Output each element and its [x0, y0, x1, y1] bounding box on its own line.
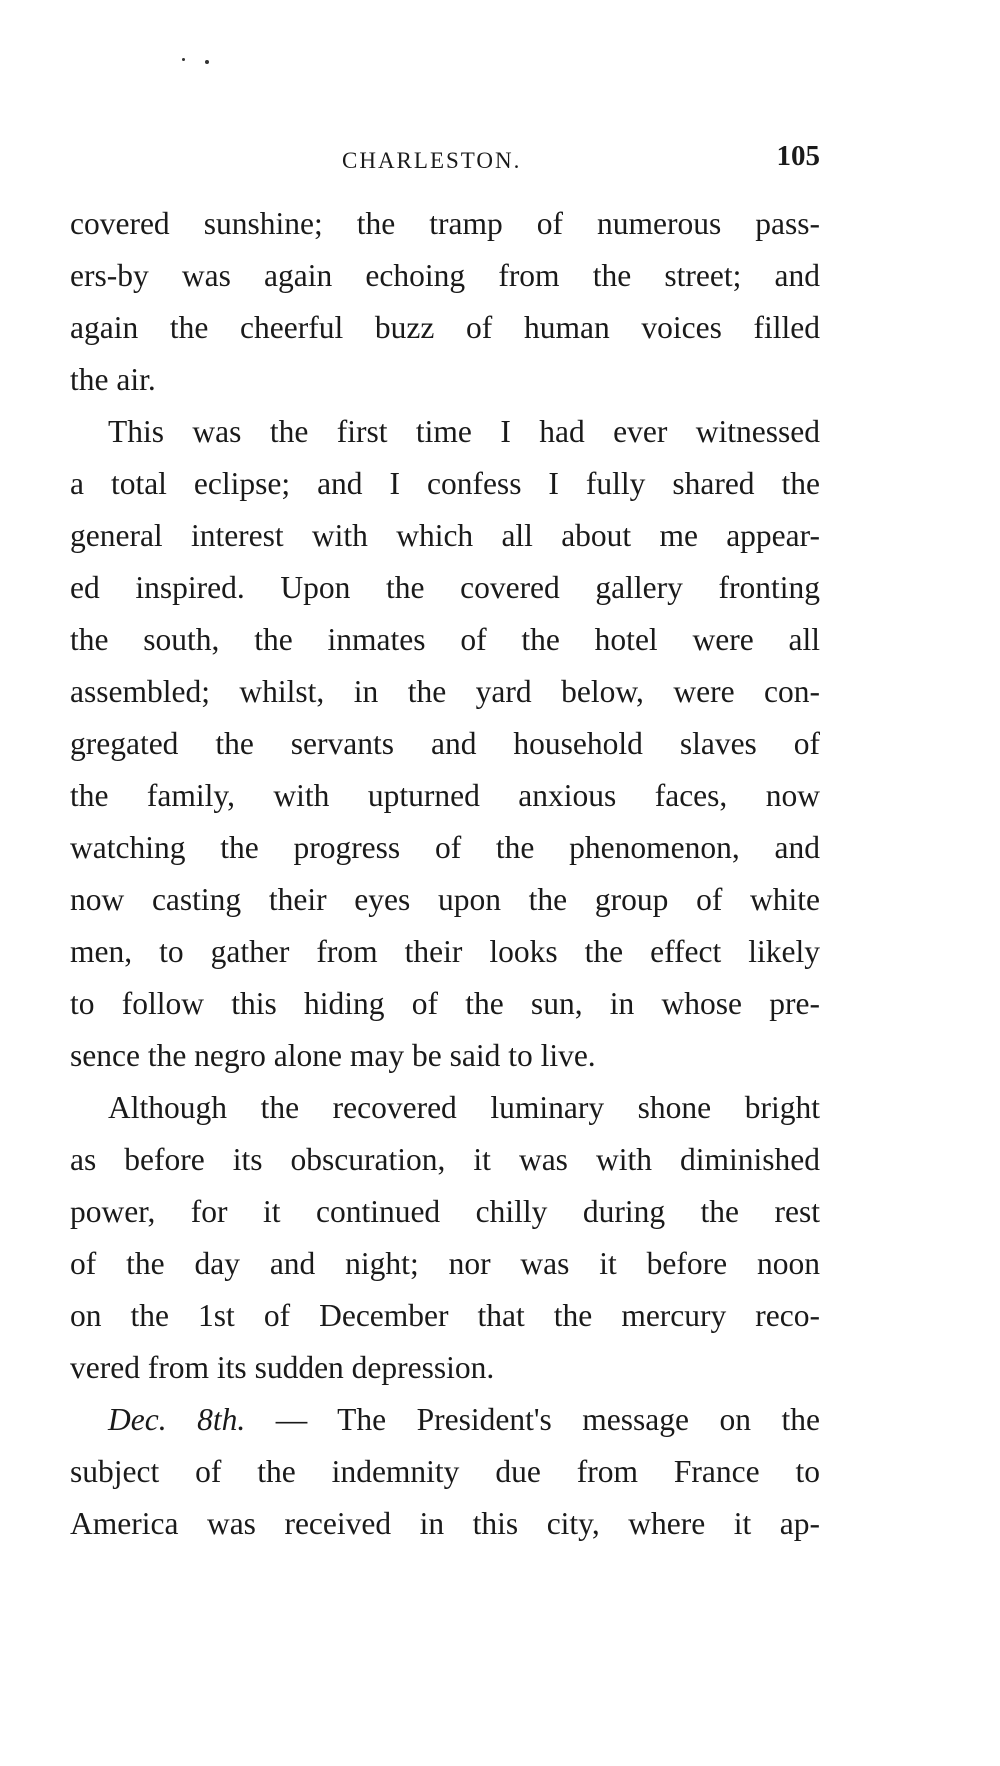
text-line: watching the progress of the phenomenon, and: [70, 830, 820, 865]
page-number: 105: [776, 140, 820, 172]
text-line: gregated the servants and household slaves of: [70, 726, 820, 761]
text-line: America was received in this city, where it ap-: [70, 1506, 820, 1541]
text-line: subject of the indemnity due from France to: [70, 1454, 820, 1489]
text-line: Although the recovered luminary shone bright: [108, 1090, 820, 1125]
paragraph: [70, 1082, 820, 1394]
text-line: assembled; whilst, in the yard below, were con-: [70, 674, 820, 709]
text-line: vered from its sudden depression.: [70, 1350, 495, 1385]
text-line: power, for it continued chilly during the rest: [70, 1194, 820, 1229]
text-line: on the 1st of December that the mercury reco-: [70, 1298, 820, 1333]
text-line: again the cheerful buzz of human voices filled: [70, 310, 820, 345]
text-line: the family, with upturned anxious faces, now: [70, 778, 820, 813]
paragraph: [70, 1394, 820, 1550]
text-line: the south, the inmates of the hotel were all: [70, 622, 820, 657]
paragraph: [70, 198, 820, 406]
ink-speck: [205, 60, 209, 64]
running-head: CHARLESTON.: [342, 148, 522, 173]
text-line: a total eclipse; and I confess I fully shared the: [70, 466, 820, 501]
text-line: men, to gather from their looks the effect likely: [70, 934, 820, 969]
text-line: covered sunshine; the tramp of numerous pass-: [70, 206, 820, 241]
text-line: This was the first time I had ever witnessed: [108, 414, 820, 449]
text-line: of the day and night; nor was it before noon: [70, 1246, 820, 1281]
text-line: as before its obscuration, it was with diminished: [70, 1142, 820, 1177]
text-line: [70, 1394, 820, 1446]
text-line: sence the negro alone may be said to live.: [70, 1038, 596, 1073]
text-line: to follow this hiding of the sun, in whose pre-: [70, 986, 820, 1021]
page-header: [70, 140, 820, 180]
text-line: now casting their eyes upon the group of white: [70, 882, 820, 917]
text-line: the air.: [70, 362, 156, 397]
text-span: — The President's message on the: [245, 1402, 820, 1437]
date-label: Dec. 8th.: [108, 1402, 246, 1437]
text-line: general interest with which all about me appear-: [70, 518, 820, 553]
text-line: ed inspired. Upon the covered gallery fronting: [70, 570, 820, 605]
paragraph: [70, 406, 820, 1082]
text-line: ers-by was again echoing from the street; and: [70, 258, 820, 293]
body-text: [70, 198, 820, 1550]
ink-speck: [182, 58, 185, 61]
